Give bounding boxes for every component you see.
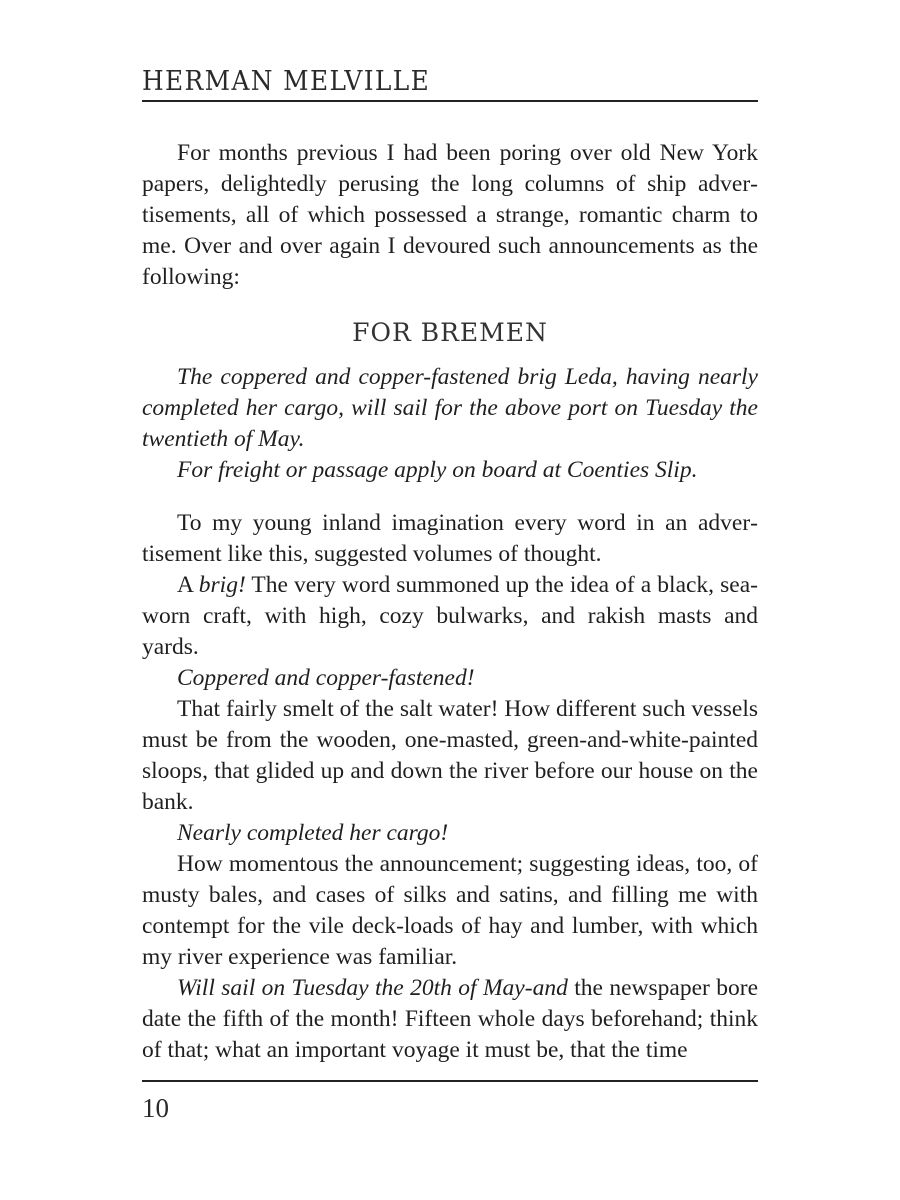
advertisement-text <box>142 362 758 486</box>
paragraph-2-pre: A <box>177 572 199 598</box>
advertisement-line-2: For freight or passage apply on board at Coenties Slip. <box>177 457 698 483</box>
intro-paragraph: For months previous I had been poring over old New York papers, delightedly perusing the long columns of ship advertisements, all of which possessed a strange, romantic charm to me. Over and over again I devoured such announcements as the following: <box>142 140 758 290</box>
paragraph-3 <box>142 663 758 694</box>
paragraph-2-italic: brig! <box>198 572 246 598</box>
paragraph-2-rest: The very word summoned up the idea of a black, seaworn craft, with high, cozy bulwarks, and rakish masts and yards. <box>142 572 758 660</box>
advertisement-heading: FOR BREMEN <box>352 318 548 347</box>
page-number: 10 <box>142 1093 169 1123</box>
paragraph-3-italic: Coppered and copper-fastened! <box>177 665 475 691</box>
paragraph-7-italic: Will sail on Tuesday the 20th of May-and <box>177 975 568 1001</box>
paragraph-2 <box>142 570 758 663</box>
footer-rule <box>142 1080 758 1082</box>
paragraph-7 <box>142 973 758 1066</box>
paragraph-5-italic: Nearly completed her cargo! <box>177 820 449 846</box>
advertisement-line-1: The coppered and copper-fastened brig Leda, having nearly completed her cargo, will sail for the above port on Tuesday the twentieth of May. <box>142 364 758 452</box>
paragraph-5 <box>142 818 758 849</box>
intro-text <box>142 138 758 293</box>
main-text <box>142 508 758 1066</box>
paragraph-7-rest: the newspaper bore date the fifth of the month! Fifteen whole days beforehand; think of that; what an important voyage it must be, that the time <box>142 975 759 1063</box>
paragraph-6: How momentous the announcement; suggesting ideas, too, of musty bales, and cases of silks and satins, and filling me with contempt for the vile deck-loads of hay and lumber, with which my river experience was familiar. <box>142 851 758 970</box>
running-head: HERMAN MELVILLE <box>142 66 431 97</box>
paragraph-1: To my young inland imagination every word in an advertisement like this, suggested volumes of thought. <box>142 510 758 567</box>
header-rule <box>142 100 758 102</box>
paragraph-4: That fairly smelt of the salt water! How different such vessels must be from the wooden, one-masted, green-and-white-painted sloops, that glided up and down the river before our house on the bank. <box>142 696 758 815</box>
